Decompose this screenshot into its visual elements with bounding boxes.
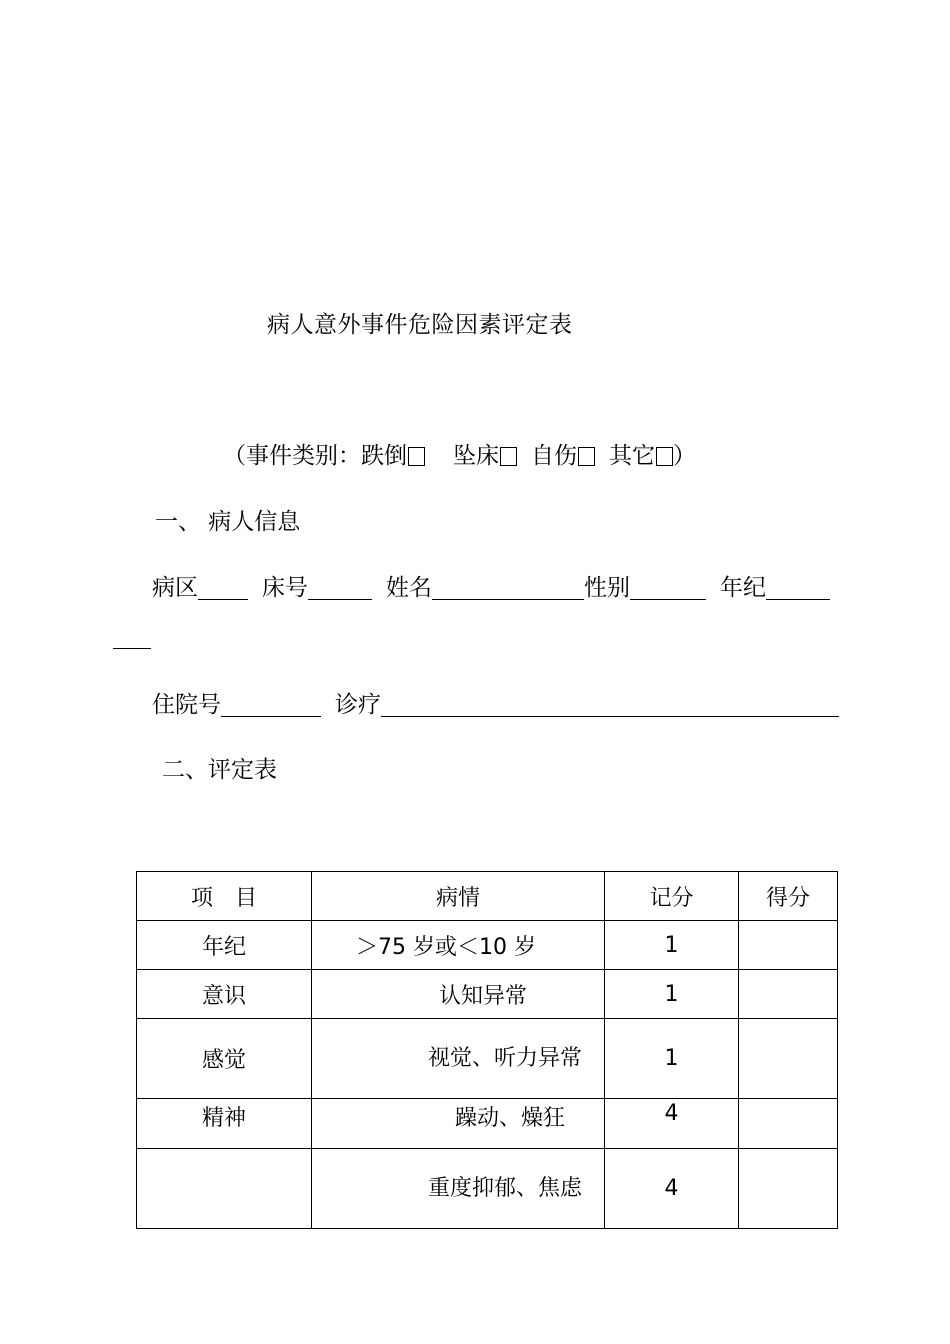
row-score: 1: [605, 921, 739, 970]
ward-field[interactable]: [198, 577, 248, 600]
header-obtained: 得分: [739, 872, 838, 921]
row-item: 感觉: [137, 1019, 312, 1099]
bed-field[interactable]: [308, 577, 372, 600]
table-row: [137, 1019, 838, 1099]
header-condition: 病情: [312, 872, 605, 921]
row-item: [137, 1149, 312, 1229]
patient-info-line-1: [152, 569, 830, 602]
bed-label: 床号: [262, 575, 308, 601]
age-field-continued[interactable]: [113, 626, 151, 649]
patient-info-line-1-continued: [113, 626, 151, 651]
row-score: 1: [605, 970, 739, 1019]
row-item: 精神: [137, 1099, 312, 1149]
header-item: 项 目: [137, 872, 312, 921]
assessment-table: [136, 871, 838, 1229]
category-open: （事件类别：: [223, 443, 361, 469]
bed-fall-checkbox[interactable]: [500, 447, 517, 466]
category-fall: 跌倒: [361, 443, 425, 469]
row-condition: 视觉、听力异常: [312, 1019, 605, 1099]
section-assessment: 二、评定表: [162, 757, 277, 783]
row-obtained-cell[interactable]: [739, 1149, 838, 1229]
gender-field[interactable]: [630, 577, 706, 600]
name-field[interactable]: [432, 577, 584, 600]
row-condition: 躁动、燥狂: [312, 1099, 605, 1149]
age-field[interactable]: [766, 577, 830, 600]
row-condition: ＞75 岁或＜10 岁: [312, 921, 605, 970]
admission-no-field[interactable]: [221, 694, 321, 717]
ward-label: 病区: [152, 575, 198, 601]
self-harm-checkbox[interactable]: [578, 447, 595, 466]
patient-info-line-2: [152, 686, 839, 719]
row-obtained-cell[interactable]: [739, 970, 838, 1019]
row-obtained-cell[interactable]: [739, 921, 838, 970]
category-other: 其它: [609, 443, 673, 469]
row-obtained-cell[interactable]: [739, 1099, 838, 1149]
table-row: [137, 1099, 838, 1149]
gender-label: 性别: [584, 575, 630, 601]
header-score: 记分: [605, 872, 739, 921]
admission-no-label: 住院号: [152, 692, 221, 718]
row-condition: 重度抑郁、焦虑: [312, 1149, 605, 1229]
category-close: ）: [673, 443, 696, 469]
form-title: 病人意外事件危险因素评定表: [267, 312, 573, 338]
diagnosis-field[interactable]: [381, 694, 839, 717]
row-condition: 认知异常: [312, 970, 605, 1019]
fall-checkbox[interactable]: [408, 447, 425, 466]
other-checkbox[interactable]: [656, 447, 673, 466]
event-category: [223, 437, 696, 470]
table-row: [137, 921, 838, 970]
category-self-harm: 自伤: [531, 443, 595, 469]
row-item: 意识: [137, 970, 312, 1019]
category-bed-fall: 坠床: [453, 443, 517, 469]
age-label: 年纪: [720, 575, 766, 601]
row-obtained-cell[interactable]: [739, 1019, 838, 1099]
name-label: 姓名: [386, 575, 432, 601]
diagnosis-label: 诊疗: [335, 692, 381, 718]
row-score: 1: [605, 1019, 739, 1099]
row-score: 4: [605, 1149, 739, 1229]
table-row: [137, 1149, 838, 1229]
row-score: 4: [605, 1099, 739, 1149]
section-patient-info: 一、 病人信息: [155, 509, 301, 535]
row-item: 年纪: [137, 921, 312, 970]
table-row: [137, 970, 838, 1019]
table-header-row: [137, 872, 838, 921]
